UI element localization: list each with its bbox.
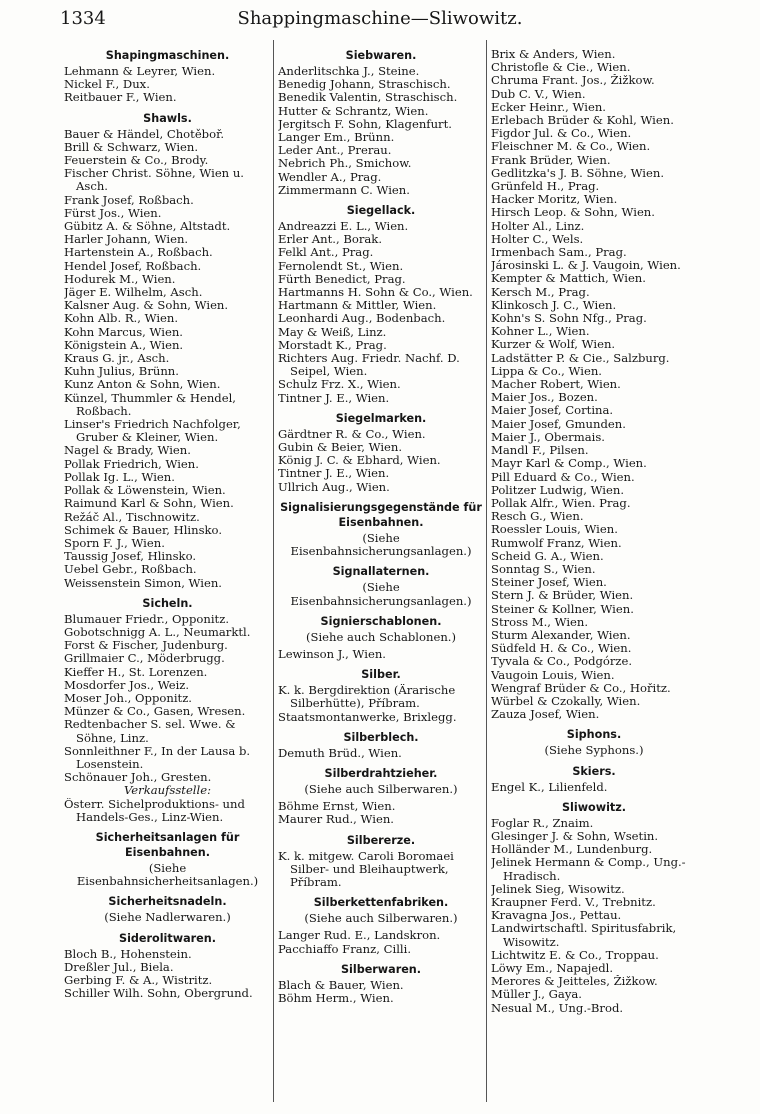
directory-entry: Fürth Benedict, Prag. [278,272,406,286]
directory-entry: Anderlitschka J., Steine. [278,65,420,78]
directory-entry: Schimek & Bauer, Hlinsko. [64,523,223,537]
directory-entry: K. k. mitgew. Caroli Boromaei Silber- und Bleihauptwerk, Příbram. [278,849,454,889]
directory-entry: Rumwolf Franz, Wien. [491,536,622,550]
directory-entry: Grillmaier C., Möderbrugg. [64,652,225,666]
directory-entry: Frank Josef, Roßbach. [64,193,194,207]
directory-entry: Glesinger J. & Sohn, Wsetin. [491,829,659,843]
directory-columns [60,40,700,1102]
directory-entry: Südfeld H. & Co., Wien. [491,642,632,656]
cross-reference-note: (Siehe auch Schablonen.) [306,629,456,644]
directory-entry: Járosinski L. & J. Vaugoin, Wien. [491,259,681,273]
directory-entry: Kempter & Mattich, Wien. [491,272,646,286]
section-heading: Shapingmaschinen. [105,49,230,62]
directory-entry: Uebel Gebr., Roßbach. [64,563,197,577]
directory-entry: Bloch B., Hohenstein. [64,947,192,961]
directory-entry: Hartmann & Mittler, Wien. [278,299,437,313]
directory-entry: Figdor Jul. & Co., Wien. [491,127,632,141]
directory-entry: Gerbing F. & A., Wistritz. [64,973,213,987]
directory-entry: Feuerstein & Co., Brody. [64,154,209,168]
directory-entry: Linser's Friedrich Nachfolger, Gruber & Kleiner, Wien. [64,418,241,445]
directory-entry: Künzel, Thummler & Hendel, Roßbach. [64,391,236,418]
directory-entry: Frank Brüder, Wien. [491,153,611,167]
directory-entry: Müller J., Gaya. [491,988,582,1002]
directory-entry: Erlebach Brüder & Kohl, Wien. [491,114,674,128]
directory-entry: Erler Ant., Borak. [278,233,383,247]
column-left [60,40,273,1102]
directory-entry: Resch G., Wien. [491,510,584,524]
directory-entry: Fürst Jos., Wien. [64,206,162,220]
cross-reference-note: (Siehe Syphons.) [544,743,644,758]
directory-entry: Holter Al., Linz. [491,219,585,233]
directory-entry: Gobotschnigg A. L., Neumarktl. [64,625,251,639]
directory-entry: Stern J. & Brüder, Wien. [491,589,634,603]
directory-entry: Hendel Josef, Roßbach. [64,259,202,273]
section-heading: Sicherheitsnadeln. [108,895,227,909]
section-heading: Siphons. [566,728,622,742]
directory-entry: Brill & Schwarz, Wien. [64,140,199,154]
directory-entry: Pollak Ig. L., Wien. [64,470,175,484]
directory-entry: Pacchiaffo Franz, Cilli. [278,942,411,956]
directory-entry: Lehmann & Leyrer, Wien. [64,65,216,78]
cross-reference-note: (Siehe Eisenbahnsicherungsanlagen.) [290,530,472,559]
directory-entry: Mandl F., Pilsen. [491,444,589,458]
directory-entry: Zimmermann C. Wien. [278,183,410,197]
cross-reference-note: (Siehe auch Silberwaren.) [304,781,458,796]
directory-entry: Nagel & Brady, Wien. [64,444,191,458]
section-heading: Silberkettenfabriken. [313,896,449,910]
directory-entry: Fleischner M. & Co., Wien. [491,140,651,154]
directory-entry: Holter C., Wels. [491,232,584,246]
directory-entry: Forst & Fischer, Judenburg. [64,639,228,653]
directory-entry: Kravagna Jos., Pettau. [491,909,622,923]
section-heading: Silberblech. [343,730,419,744]
directory-entry: Moser Joh., Opponitz. [64,691,192,705]
directory-entry: Taussig Josef, Hlinsko. [64,550,197,564]
directory-entry: Sonntag S., Wien. [491,562,596,576]
directory-entry: Würbel & Czokally, Wien. [491,694,641,708]
directory-entry: Bauer & Händel, Chotěboř. [64,127,225,141]
directory-entry: Kurzer & Wolf, Wien. [491,338,616,352]
directory-entry: K. k. Bergdirektion (Ärarische Silberhütte), Příbram. [278,684,456,711]
directory-entry: Kohner L., Wien. [491,325,590,339]
section-heading: Siebwaren. [345,49,417,62]
cross-reference-note: (Siehe Eisenbahnsicherungsanlagen.) [290,580,472,608]
directory-entry: Kraupner Ferd. V., Trebnitz. [491,895,656,909]
subheading: Verkaufsstelle: [123,783,211,798]
cross-reference-note: (Siehe Nadlerwaren.) [104,910,231,925]
directory-entry: Fernolendt St., Wien. [278,259,404,273]
directory-entry: Lippa & Co., Wien. [491,364,602,378]
section-heading: Sicherheitsanlagen für Eisenbahnen. [95,830,240,859]
directory-entry: Felkl Ant., Prag. [278,246,374,260]
directory-entry: Böhme Ernst, Wien. [278,800,396,814]
directory-entry: Engel K., Lilienfeld. [491,780,608,794]
directory-entry: Blumauer Friedr., Opponitz. [64,612,230,626]
section-heading: Skiers. [572,764,616,778]
directory-entry: Maurer Rud., Wien. [278,813,394,827]
section-heading: Siegelmarken. [335,411,427,425]
directory-entry: Tyvala & Co., Podgórze. [491,655,633,669]
directory-entry: Münzer & Co., Gasen, Wresen. [64,705,246,719]
directory-entry: Ladstätter P. & Cie., Salzburg. [491,351,670,365]
directory-entry: Schönauer Joh., Gresten. [64,771,212,785]
directory-entry: Raimund Karl & Sohn, Wien. [64,497,234,511]
directory-entry: Hutter & Schrantz, Wien. [278,104,429,118]
directory-entry: Blach & Bauer, Wien. [278,978,404,992]
directory-entry: Nebrich Ph., Smichow. [278,157,412,171]
directory-entry: Hartenstein A., Roßbach. [64,246,213,260]
directory-entry: König J. C. & Ebhard, Wien. [278,454,441,468]
section-heading: Siegellack. [346,204,416,218]
directory-entry: Gubin & Beier, Wien. [278,441,403,455]
directory-entry: Andreazzi E. L., Wien. [278,220,409,234]
directory-entry: Benedig Johann, Straschisch. [278,78,451,92]
directory-entry: Stross M., Wien. [491,615,589,629]
directory-entry: Schulz Frz. X., Wien. [278,378,401,392]
directory-entry: Foglar R., Znaim. [491,816,594,830]
directory-entry: Scheid G. A., Wien. [491,549,604,563]
directory-entry: Kunz Anton & Sohn, Wien. [64,378,221,392]
section-heading: Siderolitwaren. [119,931,216,945]
directory-entry: Zauza Josef, Wien. [491,708,600,722]
directory-entry: Gedlitzka's J. B. Söhne, Wien. [491,166,665,180]
directory-entry: Jelinek Sieg, Wisowitz. [491,882,625,896]
directory-entry: Nickel F., Dux. [64,78,150,92]
column-middle [273,40,486,1102]
directory-entry: Kieffer H., St. Lorenzen. [64,665,208,679]
directory-entry: Tintner J. E., Wien. [278,391,390,405]
directory-entry: Politzer Ludwig, Wien. [491,483,625,497]
directory-entry: Mayr Karl & Comp., Wien. [491,457,647,471]
directory-entry: Lichtwitz E. & Co., Troppau. [491,948,659,962]
directory-entry: Merores & Jeitteles, Žižkow. [491,975,658,989]
directory-entry: Österr. Sichelproduktions- und Handels-Ges., Linz-Wien. [64,797,245,824]
directory-entry: Maier Josef, Cortina. [491,404,614,418]
directory-entry: Leder Ant., Prerau. [278,144,392,158]
directory-entry: May & Weiß, Linz. [278,325,387,339]
directory-entry: Kalsner Aug. & Sohn, Wien. [64,299,229,313]
directory-entry: Ullrich Aug., Wien. [278,480,390,494]
cross-reference-note: (Siehe auch Silberwaren.) [304,911,458,926]
directory-entry: Leonhardi Aug., Bodenbach. [278,312,446,326]
directory-entry: Nesual M., Ung.-Brod. [491,1001,624,1015]
directory-entry: Langer Em., Brünn. [278,131,395,145]
directory-entry: Vaugoin Louis, Wien. [491,668,615,682]
directory-entry: Roessler Louis, Wien. [491,523,618,537]
directory-entry: Königstein A., Wien. [64,338,184,352]
directory-entry: Klinkosch J. C., Wien. [491,298,617,312]
directory-entry: Dreßler Jul., Biela. [64,960,174,974]
directory-entry: Pollak Friedrich, Wien. [64,457,199,471]
directory-entry: Löwy Em., Napajedl. [491,962,614,975]
directory-entry: Holländer M., Lundenburg. [491,843,653,857]
directory-entry: Grünfeld H., Prag. [491,180,600,194]
directory-entry: Gübitz A. & Söhne, Altstadt. [64,220,231,234]
directory-entry: Dub C. V., Wien. [491,87,586,101]
directory-entry: Steiner Josef, Wien. [491,576,607,590]
cross-reference-note: (Siehe Eisenbahnsicherheitsanlagen.) [76,860,259,889]
directory-entry: Reitbauer F., Wien. [64,91,177,105]
directory-entry: Fischer Christ. Söhne, Wien u. Asch. [64,167,244,194]
directory-entry: Gärdtner R. & Co., Wien. [278,427,426,441]
directory-entry: Hartmanns H. Sohn & Co., Wien. [278,286,473,300]
directory-entry: Schiller Wilh. Sohn, Obergrund. [64,987,253,1001]
directory-entry: Harler Johann, Wien. [64,233,189,247]
directory-entry: Lewinson J., Wien. [278,647,386,661]
section-heading: Signalisierungsgegenstände für Eisenbahnen. [280,500,482,529]
directory-entry: Pollak Alfr., Wien. Prag. [491,496,631,510]
directory-entry: Christofle & Cie., Wien. [491,61,631,75]
section-heading: Sliwowitz. [561,800,627,814]
directory-entry: Redtenbacher S. sel. Wwe. & Söhne, Linz. [64,718,236,745]
directory-entry: Kohn's S. Sohn Nfg., Prag. [491,312,647,326]
directory-entry: Sonnleithner F., In der Lausa b. Losenstein. [64,744,251,771]
directory-entry: Pollak & Löwenstein, Wien. [64,484,226,498]
directory-entry: Hodurek M., Wien. [64,272,176,286]
directory-entry: Ecker Heinr., Wien. [491,100,606,114]
directory-entry: Jelinek Hermann & Comp., Ung.-Hradisch. [491,856,686,883]
directory-entry: Böhm Herm., Wien. [278,991,394,1005]
directory-entry: Steiner & Kollner, Wien. [491,602,634,616]
directory-entry: Wengraf Brüder & Co., Hořitz. [491,681,671,695]
directory-entry: Maier Jos., Bozen. [491,391,598,405]
directory-entry: Irmenbach Sam., Prag. [491,246,627,260]
directory-entry: Kraus G. jr., Asch. [64,352,170,366]
directory-entry: Maier J., Obermais. [491,430,605,444]
directory-entry: Mosdorfer Jos., Weiz. [64,678,190,692]
section-heading: Shawls. [143,111,192,125]
directory-entry: Langer Rud. E., Landskron. [278,929,441,943]
directory-entry: Demuth Brüd., Wien. [278,746,402,760]
section-heading: Silber. [361,668,401,682]
directory-entry: Hacker Moritz, Wien. [491,193,618,207]
directory-entry: Macher Robert, Wien. [491,378,621,392]
directory-entry: Sturm Alexander, Wien. [491,628,631,642]
section-heading: Signallaternen. [332,565,430,579]
directory-entry: Jäger E. Wilhelm, Asch. [64,286,203,300]
directory-entry: Kohn Marcus, Wien. [64,325,183,339]
directory-entry: Jergitsch F. Sohn, Klagenfurt. [278,117,452,131]
section-heading: Silberwaren. [340,962,422,976]
directory-entry: Landwirtschaftl. Spiritusfabrik, Wisowitz. [491,922,677,949]
directory-entry: Tintner J. E., Wien. [278,467,390,481]
directory-entry: Wendler A., Prag. [278,170,382,184]
directory-entry: Režáč Al., Tischnowitz. [64,510,200,524]
section-heading: Silberdrahtzieher. [324,766,438,780]
directory-entry: Pill Eduard & Co., Wien. [491,470,635,484]
directory-entry: Kuhn Julius, Brünn. [64,365,179,379]
directory-entry: Weissenstein Simon, Wien. [64,576,222,590]
section-heading: Silbererze. [346,833,416,847]
directory-entry: Richters Aug. Friedr. Nachf. D. Seipel, Wien. [278,352,460,379]
directory-entry: Staatsmontanwerke, Brixlegg. [278,710,457,724]
page-number: 1334 [60,8,106,29]
directory-entry: Chrumа Frant. Jos., Žižkow. [491,74,655,88]
directory-entry: Benedik Valentin, Straschisch. [278,91,458,105]
column-right [486,40,699,1102]
directory-entry: Hirsch Leop. & Sohn, Wien. [491,206,655,220]
directory-entry: Morstadt K., Prag. [278,338,387,352]
section-heading: Signierschablonen. [320,614,442,628]
directory-entry: Kersch M., Prag. [491,285,590,299]
running-title: Shappingmaschine—Sliwowitz. [237,8,523,29]
directory-entry: Kohn Alb. R., Wien. [64,312,179,326]
section-heading: Sicheln. [142,596,193,610]
directory-entry: Sporn F. J., Wien. [64,536,165,550]
directory-entry: Brix & Anders, Wien. [491,48,616,61]
page-header [60,8,700,34]
directory-entry: Maier Josef, Gmunden. [491,417,626,431]
